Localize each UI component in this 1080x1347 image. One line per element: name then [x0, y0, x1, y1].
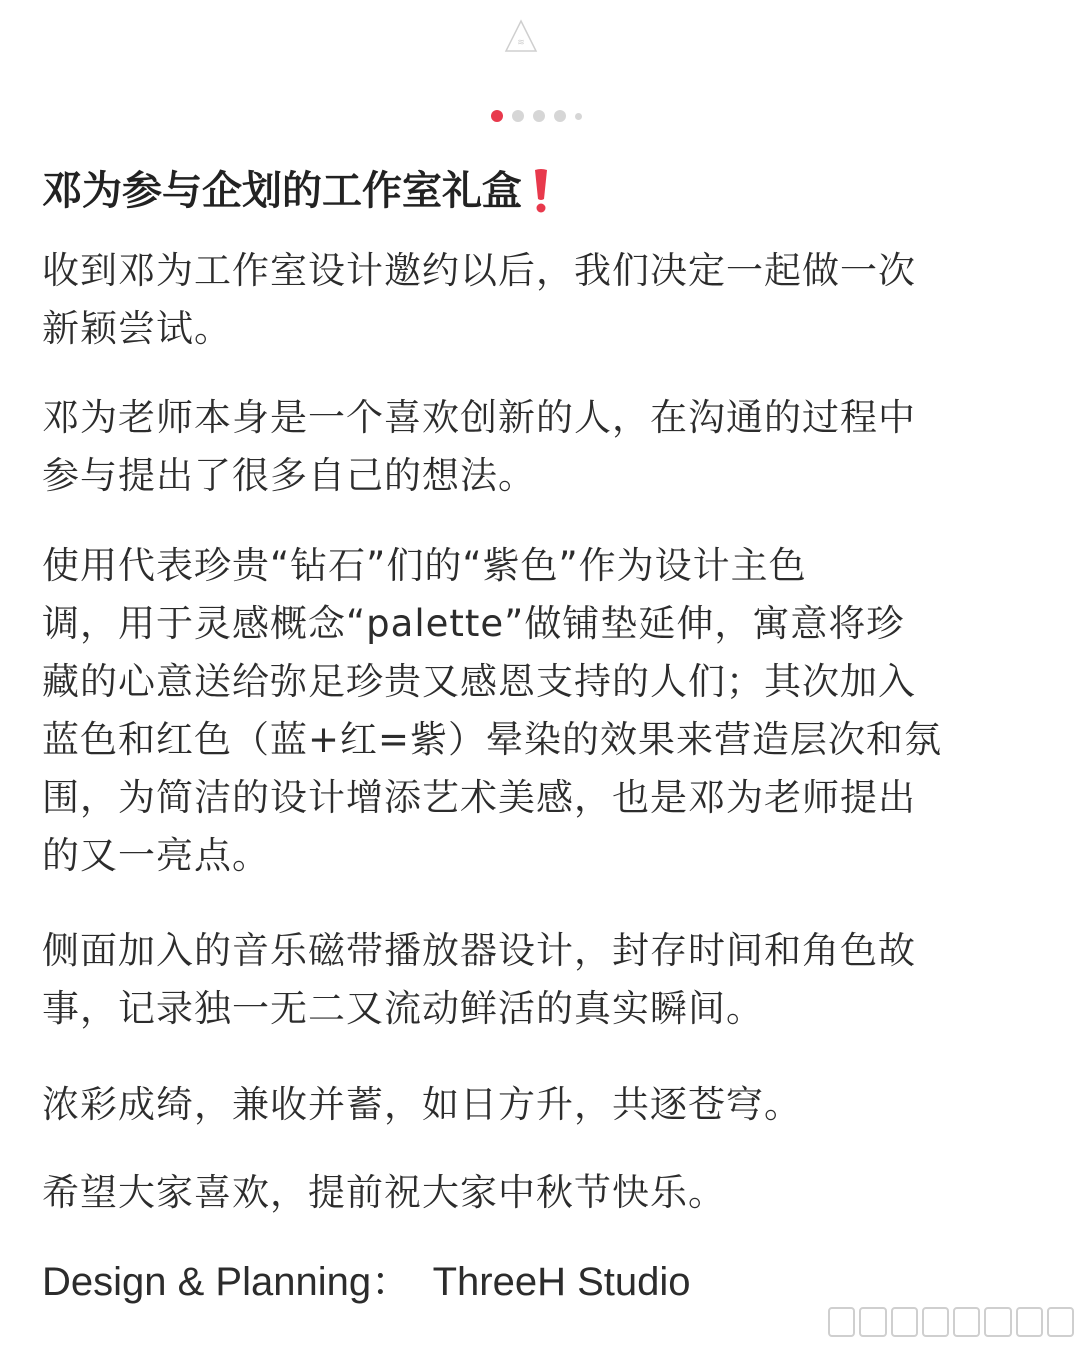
paragraph-line: 的又一亮点。 [42, 834, 270, 877]
watermark-icon [828, 1302, 1074, 1342]
paragraph-line: 参与提出了很多自己的想法。 [42, 454, 536, 497]
red-exclamation-icon [530, 168, 552, 214]
carousel-dot[interactable] [554, 110, 566, 122]
svg-text:≋: ≋ [517, 38, 525, 48]
post-title-text: 邓为参与企划的工作室礼盒 [42, 168, 522, 214]
paragraph-line: 事，记录独一无二又流动鲜活的真实瞬间。 [42, 987, 764, 1030]
paragraph-line: 希望大家喜欢，提前祝大家中秋节快乐。 [42, 1171, 726, 1214]
paragraph [42, 537, 942, 885]
paragraph [42, 389, 916, 505]
paragraph-line: 收到邓为工作室设计邀约以后，我们决定一起做一次 [42, 249, 916, 292]
carousel-dot-active[interactable] [491, 110, 503, 122]
paragraph [42, 1076, 802, 1134]
paragraph-line: 使用代表珍贵“钻石”们的“紫色”作为设计主色 [42, 544, 807, 587]
carousel-dot[interactable] [512, 110, 524, 122]
paragraph-line: 藏的心意送给弥足珍贵又感恩支持的人们；其次加入 [42, 660, 916, 703]
post-title [42, 164, 552, 218]
paragraph-line: 侧面加入的音乐磁带播放器设计，封存时间和角色故 [42, 929, 916, 972]
carousel-indicator[interactable] [491, 110, 582, 122]
paragraph-line: 蓝色和红色（蓝+红=紫）晕染的效果来营造层次和氛 [42, 718, 943, 761]
carousel-dot[interactable] [575, 113, 582, 120]
paragraph-line: 新颖尝试。 [42, 307, 232, 350]
paragraph [42, 242, 916, 358]
credit-label: Design & Planning： [42, 1260, 412, 1304]
paragraph-line: 浓彩成绮，兼收并蓄，如日方升，共逐苍穹。 [42, 1083, 802, 1126]
paragraph [42, 1164, 726, 1222]
paragraph [42, 922, 916, 1038]
paragraph-line: 邓为老师本身是一个喜欢创新的人，在沟通的过程中 [42, 396, 916, 439]
carousel-dot[interactable] [533, 110, 545, 122]
triangle-logo-icon [503, 18, 539, 58]
paragraph-line: 围，为简洁的设计增添艺术美感，也是邓为老师提出 [42, 776, 916, 819]
credit-value: ThreeH Studio [432, 1260, 691, 1304]
credit-line [42, 1254, 691, 1310]
paragraph-line: 调，用于灵感概念“palette”做铺垫延伸，寓意将珍 [42, 602, 905, 645]
